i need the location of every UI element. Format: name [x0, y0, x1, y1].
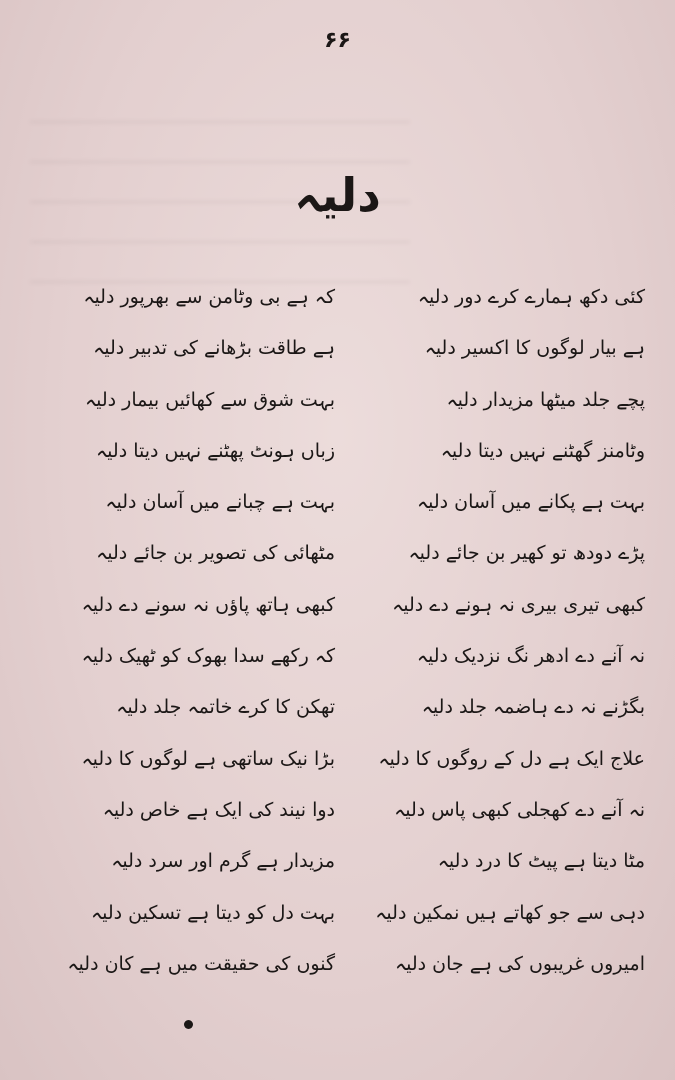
verse-line: نہ آنے دے کھجلی کبھی پاس دلیہ	[394, 798, 645, 821]
verse-line: وٹامنز گھٹنے نہیں دیتا دلیہ	[440, 439, 645, 462]
verse-line: دہی سے جو کھاتے ہیں نمکین دلیہ	[375, 901, 645, 924]
page-number: ۶۶	[324, 28, 351, 53]
verse-line: کبھی تیری بیری نہ ہونے دے دلیہ	[392, 593, 645, 616]
verse-line: زباں ہونٹ پھٹنے نہیں دیتا دلیہ	[96, 439, 335, 462]
verse-line: مٹھائی کی تصویر بن جائے دلیہ	[96, 542, 335, 565]
verse-line: بہت شوق سے کھائیں بیمار دلیہ	[85, 388, 335, 411]
verse-line: بہت ہے چبانے میں آسان دلیہ	[105, 491, 335, 514]
page-title: دلیہ	[294, 168, 381, 222]
verse-line: تھکن کا کرے خاتمہ جلد دلیہ	[116, 696, 335, 719]
verse-line: کئی دکھ ہمارے کرے دور دلیہ	[417, 286, 645, 308]
verse-line: ہے طاقت بڑھانے کی تدبیر دلیہ	[93, 337, 335, 360]
verse-line: بہت ہے پکانے میں آسان دلیہ	[417, 491, 645, 514]
verse-line: نہ آنے دے ادھر نگ نزدیک دلیہ	[416, 645, 645, 668]
verse-line: گنوں کی حقیقت میں ہے کان دلیہ	[67, 952, 335, 975]
verse-line: کبھی ہاتھ پاؤں نہ سونے دے دلیہ	[81, 593, 335, 616]
right-column	[345, 272, 645, 990]
ink-dot	[184, 1020, 193, 1029]
verse-line: پڑے دودھ تو کھیر بن جائے دلیہ	[408, 542, 645, 565]
verse-line: مزیدار ہے گرم اور سرد دلیہ	[111, 850, 335, 873]
verse-line: علاج ایک ہے دل کے روگوں کا دلیہ	[378, 747, 645, 770]
verse-line: امیروں غریبوں کی ہے جان دلیہ	[395, 952, 645, 975]
verse-line: مٹا دیتا ہے پیٹ کا درد دلیہ	[437, 850, 645, 873]
verse-line: دوا نیند کی ایک ہے خاص دلیہ	[102, 798, 335, 821]
verse-line: بگڑنے نہ دے ہاضمہ جلد دلیہ	[421, 696, 645, 719]
verse-line: کہ ہے بی وٹامن سے بھرپور دلیہ	[83, 286, 335, 308]
verse-line: ہے بیار لوگوں کا اکسیر دلیہ	[424, 337, 645, 360]
left-column	[20, 272, 335, 990]
verse-line: بڑا نیک ساتھی ہے لوگوں کا دلیہ	[81, 747, 335, 770]
verse-line: بہت دل کو دیتا ہے تسکین دلیہ	[90, 901, 335, 924]
verse-line: پچے جلد میٹھا مزیدار دلیہ	[446, 388, 645, 411]
verse-line: کہ رکھے سدا بھوک کو ٹھیک دلیہ	[81, 645, 335, 668]
